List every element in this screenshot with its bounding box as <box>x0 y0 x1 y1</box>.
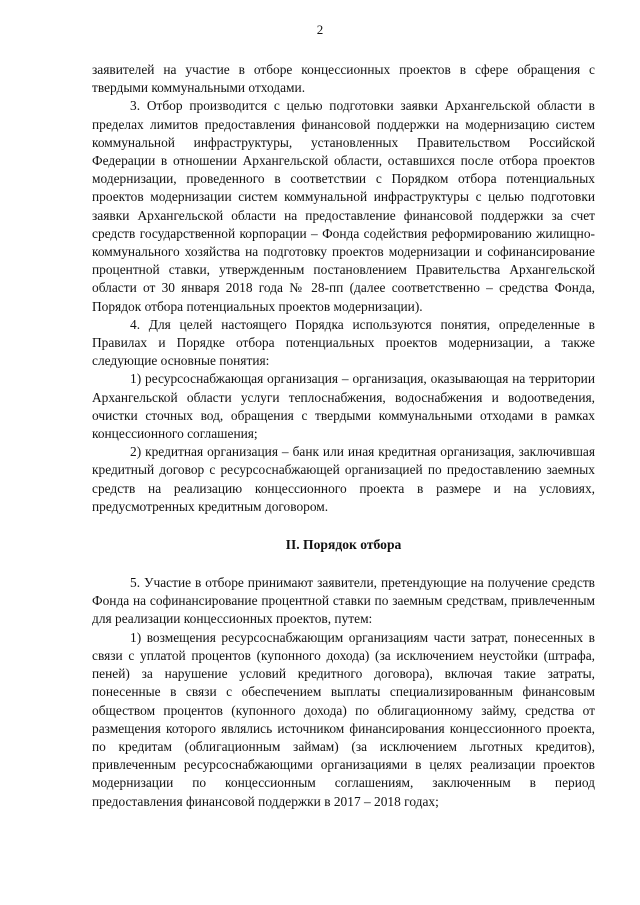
document-body <box>92 61 595 811</box>
paragraph-5-item-1: 1) возмещения ресурсоснабжающим организациям части затрат, понесенных в связи с уплатой процентов (купонного дохода) (за исключением неустойки (штрафа, пеней) за нарушение условий кредитного договора), включая такие затраты, понесенные в связи с обеспечением выплаты специализированным финансовым обществом процентов (купонного дохода) по облигационному займу, средства от размещения которого являлись источником финансирования концессионного проекта, по кредитам (облигационным займам) (за исключением льготных кредитов), привлеченным ресурсоснабжающими организациями в целях реализации проектов модернизации по концессионным соглашениям, заключенным в период предоставления финансовой поддержки в 2017 – 2018 годах; <box>92 629 595 809</box>
section-heading: II. Порядок отбора <box>285 537 402 553</box>
paragraph-4: 4. Для целей настоящего Порядка используются понятия, определенные в Правилах и Порядке отбора потенциальных проектов модернизации, а также следующие основные понятия: <box>92 316 595 369</box>
paragraph-5: 5. Участие в отборе принимают заявители, претендующие на получение средств Фонда на софинансирование процентной ставки по заемным средствам, привлеченным для реализации концессионных проектов, путем: <box>92 575 595 627</box>
paragraph-3: 3. Отбор производится с целью подготовки заявки Архангельской области в пределах лимитов предоставления финансовой поддержки на модернизацию систем коммунальной инфраструктуры, установленных Правительством Российской Федерации в отношении Архангельской области, оставшихся после отбора проектов модернизации, проведенного в соответствии с Порядком отбора потенциальных проектов модернизации систем коммунальной инфраструктуры с целью подготовки заявки Архангельской области на предоставление финансовой поддержки за счет средств государственной корпорации – Фонда содействия реформированию жилищно-коммунального хозяйства на подготовку проектов модернизации и софинансирование процентной ставки, утвержденным постановлением Правительства Архангельской области от 30 января 2018 года № 28-пп (далее соответственно – средства Фонда, Порядок отбора потенциальных проектов модернизации). <box>92 98 595 314</box>
paragraph-4-item-1: 1) ресурсоснабжающая организация – организация, оказывающая на территории Архангельской области услуги теплоснабжения, водоснабжения и водоотведения, очистки сточных вод, обращения с твердыми коммунальными отходами в рамках концессионного соглашения; <box>92 371 595 442</box>
paragraph-4-item-2: 2) кредитная организация – банк или иная кредитная организация, заключившая кредитный договор с ресурсоснабжающей организацией по предоставлению заемных средств на реализацию концессионного проекта в размере и на условиях, предусмотренных кредитным договором. <box>92 444 595 514</box>
page-number: 2 <box>316 22 324 37</box>
paragraph-continuation: заявителей на участие в отборе концессионных проектов в сфере обращения с твердыми коммунальными отходами. <box>92 62 595 96</box>
spacer <box>92 554 595 574</box>
spacer <box>92 516 595 536</box>
